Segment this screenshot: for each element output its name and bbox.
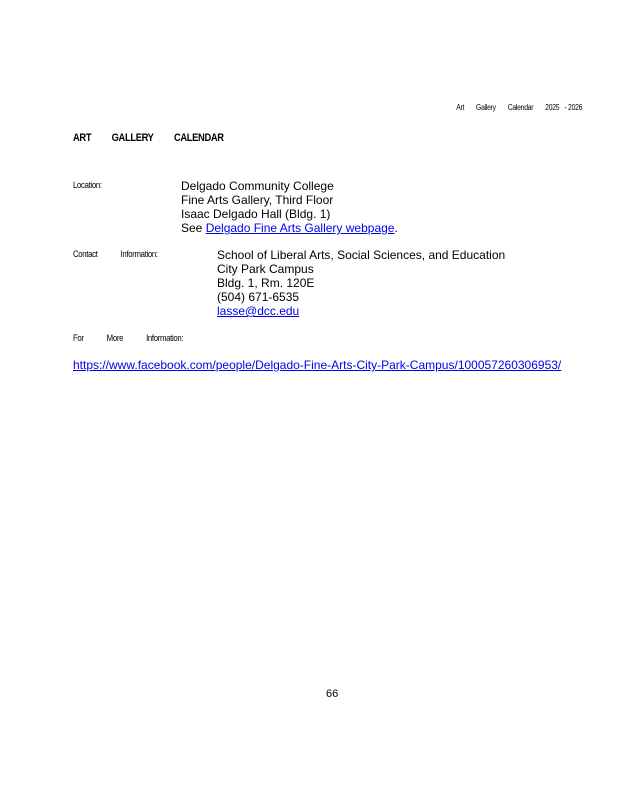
contact-line: (504) 671-6535: [217, 290, 300, 304]
location-block: [181, 179, 398, 235]
header-word: Art: [456, 103, 464, 112]
header-word: Gallery: [475, 103, 496, 112]
facebook-link[interactable]: https://www.facebook.com/people/Delgado-Fine-Arts-City-Park-Campus/100057260306953/: [73, 358, 562, 372]
page-title: [73, 132, 244, 144]
location-line: Isaac Delgado Hall (Bldg. 1): [181, 207, 331, 221]
title-word: ART: [73, 132, 92, 144]
gallery-webpage-link[interactable]: Delgado Fine Arts Gallery webpage: [205, 221, 395, 235]
see-prefix: See: [181, 221, 206, 235]
more-info-label-word: For: [73, 333, 84, 344]
header-word: - 2026: [564, 103, 582, 112]
contact-block: [217, 248, 505, 318]
title-word: GALLERY: [111, 132, 154, 144]
contact-line: Bldg. 1, Rm. 120E: [217, 276, 315, 290]
header-word: 2025: [545, 103, 560, 112]
location-line: Delgado Community College: [181, 179, 334, 193]
more-info-label: [73, 333, 206, 344]
running-header: [456, 103, 582, 112]
header-word: Calendar: [507, 103, 534, 112]
location-line: Fine Arts Gallery, Third Floor: [181, 193, 334, 207]
contact-line: City Park Campus: [217, 262, 314, 276]
email-link[interactable]: lasse@dcc.edu: [217, 304, 300, 318]
contact-label-word: Information:: [120, 249, 158, 260]
page-number: 66: [326, 688, 339, 700]
more-info-label-word: More: [106, 333, 124, 344]
location-label: Location:: [73, 180, 102, 191]
link-suffix: .: [394, 221, 398, 235]
more-info-label-word: Information:: [146, 333, 184, 344]
facebook-url-line: [73, 358, 561, 372]
contact-line: School of Liberal Arts, Social Sciences, and Education: [217, 248, 506, 262]
contact-label-word: Contact: [73, 249, 98, 260]
location-see-line: [181, 221, 398, 235]
contact-label: [73, 249, 181, 260]
title-word: CALENDAR: [173, 132, 224, 144]
